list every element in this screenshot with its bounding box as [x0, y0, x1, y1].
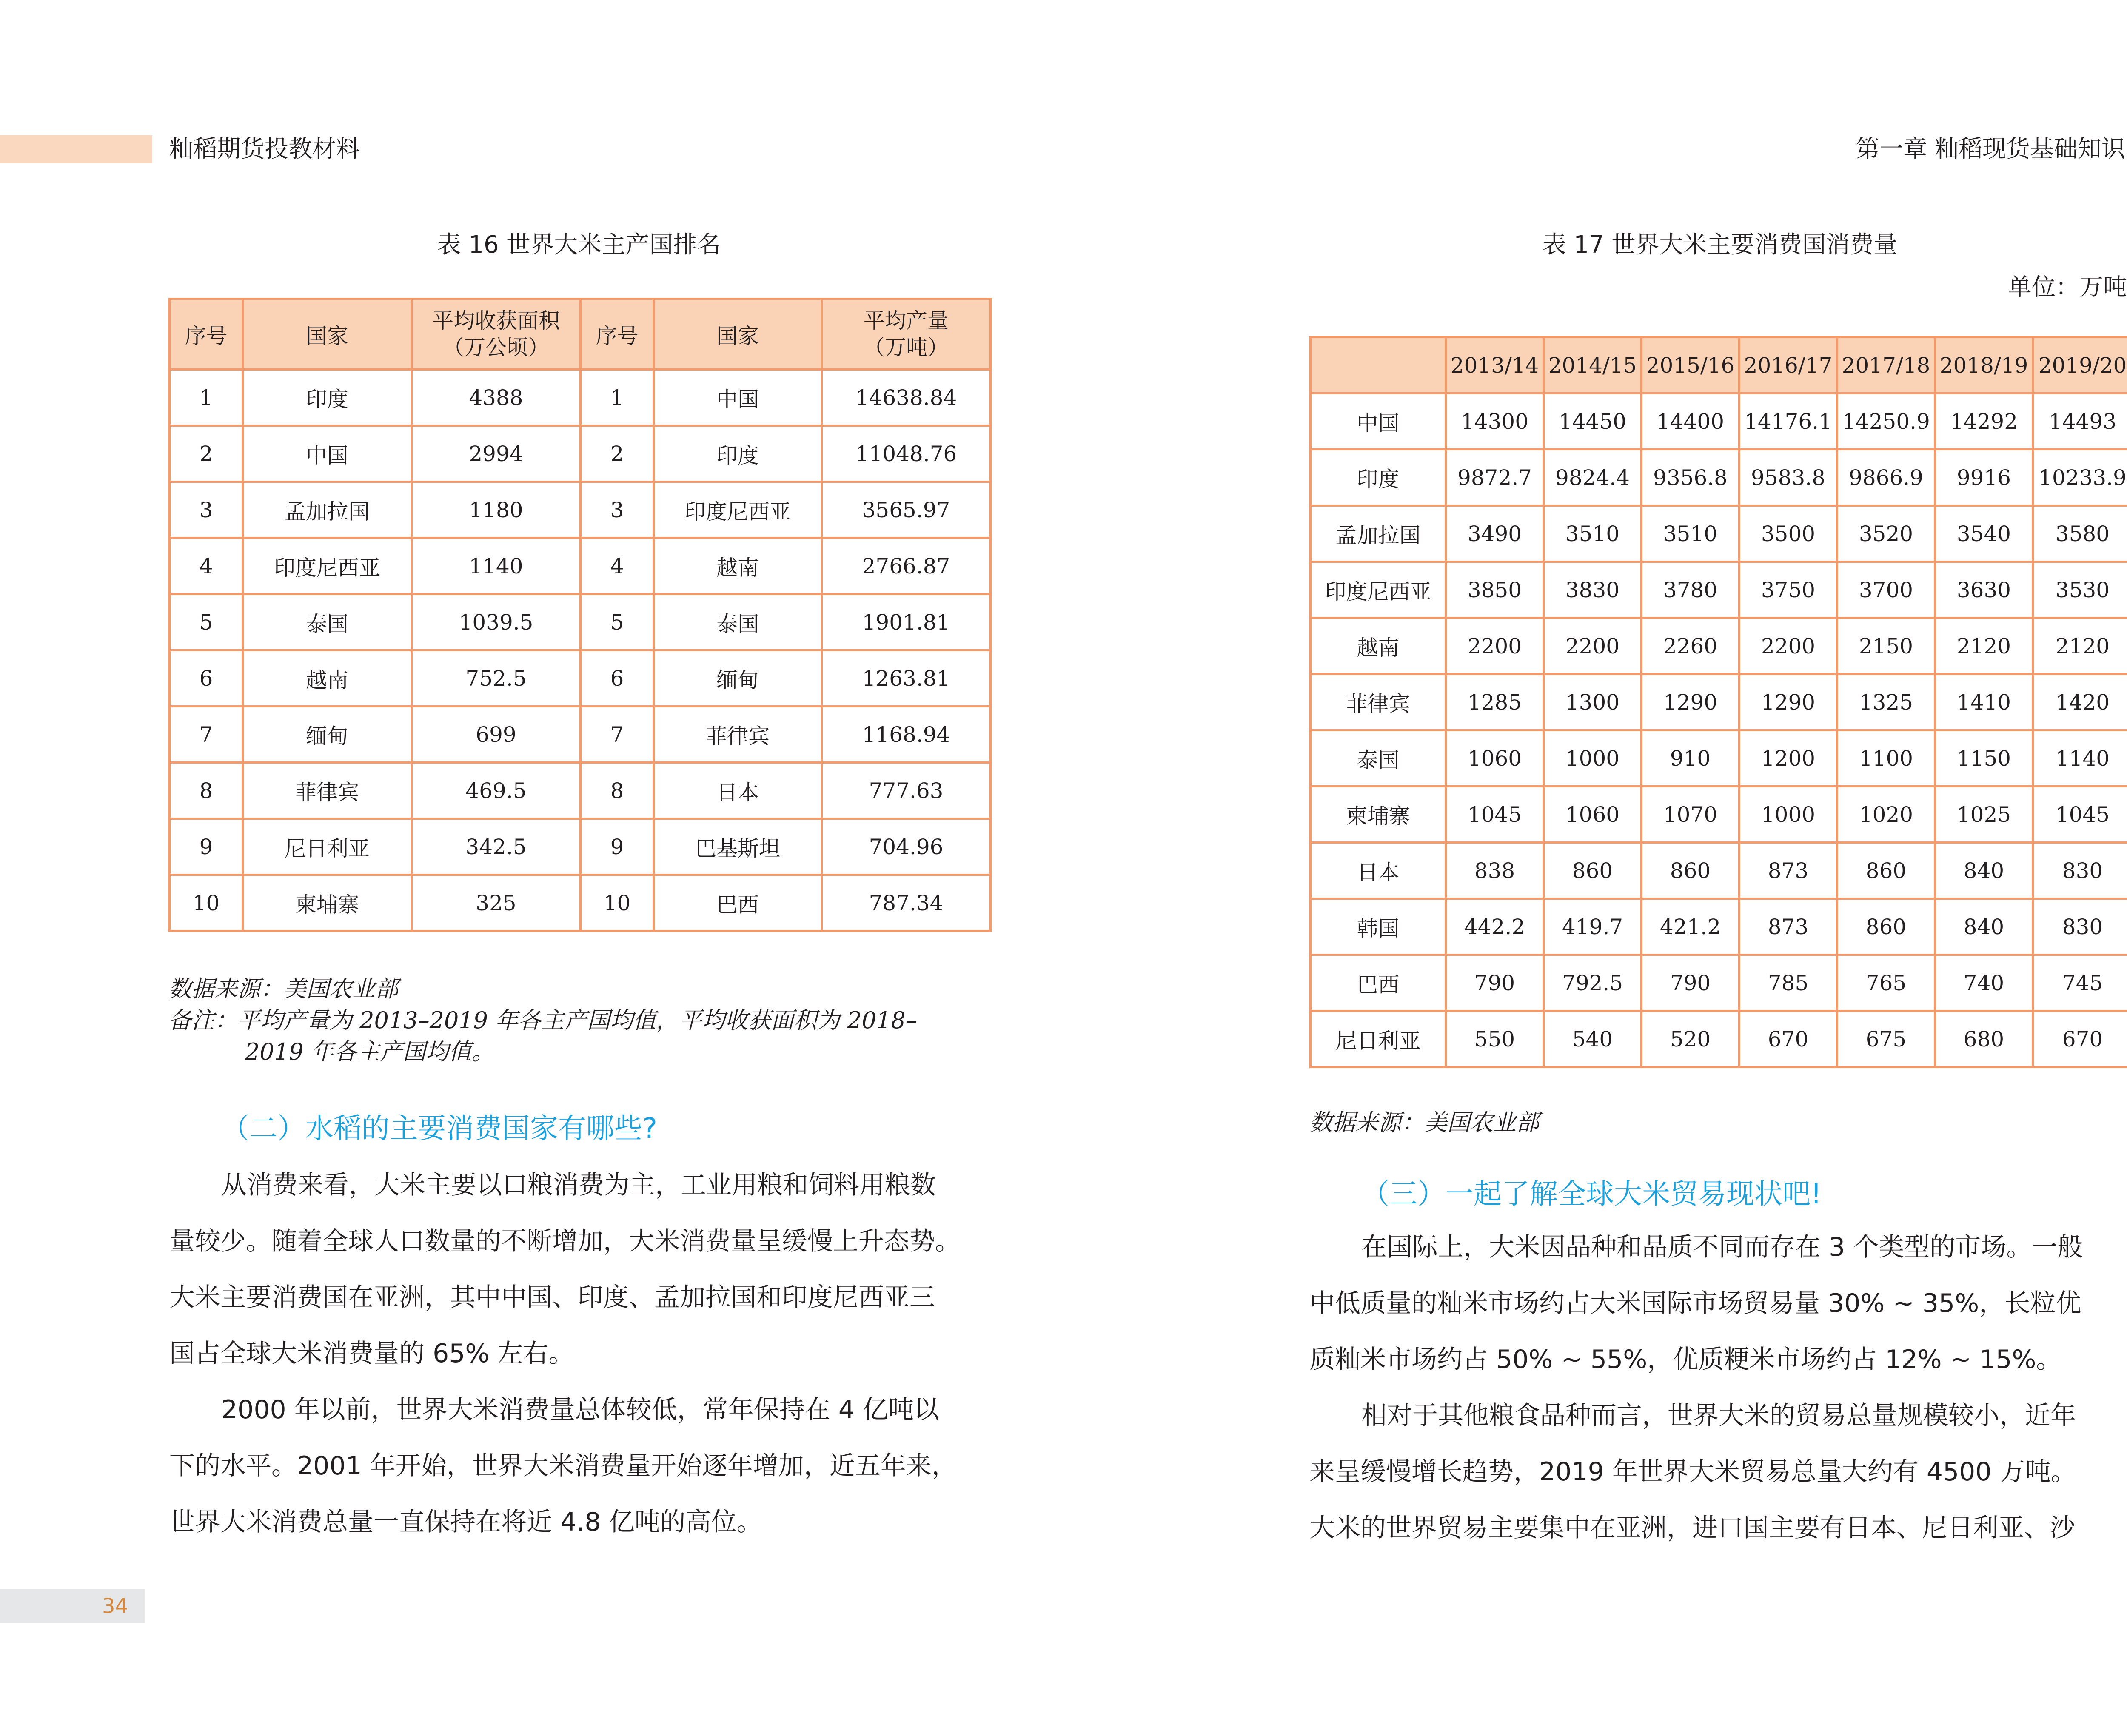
value-cell: 2260 — [1642, 618, 1739, 674]
paragraph-line: 量较少。随着全球人口数量的不断增加，大米消费量呈缓慢上升态势。 — [169, 1226, 961, 1256]
country-cell: 印度 — [1311, 450, 1446, 506]
country-cell: 中国 — [1311, 393, 1446, 450]
value-cell: 9872.7 — [1446, 450, 1544, 506]
year-header-cell: 2019/20 — [2033, 337, 2127, 393]
table-row — [170, 650, 991, 707]
value-cell: 1060 — [1446, 730, 1544, 787]
value-cell: 3580 — [2033, 506, 2127, 562]
header-line: （万公顷） — [443, 335, 549, 360]
country-cell: 巴西 — [1311, 955, 1446, 1011]
table16-header-row — [170, 299, 991, 370]
value-cell: 670 — [2033, 1011, 2127, 1067]
value-cell: 790 — [1642, 955, 1739, 1011]
value-cell: 765 — [1837, 955, 1935, 1011]
table-cell: 孟加拉国 — [243, 482, 412, 538]
value-cell: 873 — [1739, 899, 1837, 955]
value-cell: 873 — [1739, 843, 1837, 899]
value-cell: 1290 — [1739, 674, 1837, 730]
table-row — [170, 370, 991, 426]
paragraph-line: 2000 年以前，世界大米消费量总体较低，常年保持在 4 亿吨以 — [221, 1395, 940, 1425]
value-cell: 745 — [2033, 955, 2127, 1011]
value-cell: 1325 — [1837, 674, 1935, 730]
value-cell: 1020 — [1837, 787, 1935, 843]
table16-source-note: 数据来源：美国农业部 — [168, 975, 398, 1002]
value-cell: 9824.4 — [1544, 450, 1642, 506]
table17-header-row — [1311, 337, 2127, 393]
table17-caption: 表 17 世界大米主要消费国消费量 — [1542, 231, 1898, 259]
header-cell — [822, 299, 991, 370]
table-cell: 中国 — [243, 426, 412, 482]
section-title-trade: （三）一起了解全球大米贸易现状吧! — [1361, 1177, 1822, 1210]
value-cell: 14292 — [1935, 393, 2033, 450]
value-cell: 2120 — [2033, 618, 2127, 674]
value-cell: 830 — [2033, 843, 2127, 899]
table-cell: 1180 — [412, 482, 581, 538]
value-cell: 14400 — [1642, 393, 1739, 450]
value-cell: 1420 — [2033, 674, 2127, 730]
value-cell: 860 — [1642, 843, 1739, 899]
header-cell: 国家 — [654, 299, 822, 370]
value-cell: 1290 — [1642, 674, 1739, 730]
header-line: 平均产量 — [864, 308, 949, 333]
value-cell: 1070 — [1642, 787, 1739, 843]
value-cell: 9356.8 — [1642, 450, 1739, 506]
year-header-cell: 2016/17 — [1739, 337, 1837, 393]
table-cell: 2994 — [412, 426, 581, 482]
running-header-left: 籼稻期货投教材料 — [169, 135, 360, 163]
paragraph-line: 中低质量的籼米市场约占大米国际市场贸易量 30% ~ 35%，长粒优 — [1309, 1288, 2081, 1318]
table16-remark-line: 2019 年各主产国均值。 — [245, 1038, 495, 1065]
table-cell: 1263.81 — [822, 650, 991, 707]
value-cell: 1300 — [1544, 674, 1642, 730]
table-cell: 缅甸 — [654, 650, 822, 707]
value-cell: 14450 — [1544, 393, 1642, 450]
value-cell: 675 — [1837, 1011, 1935, 1067]
value-cell: 520 — [1642, 1011, 1739, 1067]
table-cell: 3 — [581, 482, 654, 538]
value-cell: 419.7 — [1544, 899, 1642, 955]
table-cell: 5 — [581, 594, 654, 650]
country-cell: 孟加拉国 — [1311, 506, 1446, 562]
value-cell: 3510 — [1642, 506, 1739, 562]
table-cell: 印度 — [243, 370, 412, 426]
value-cell: 1140 — [2033, 730, 2127, 787]
value-cell: 9866.9 — [1837, 450, 1935, 506]
value-cell: 1045 — [2033, 787, 2127, 843]
table-row — [170, 594, 991, 650]
table-cell: 巴西 — [654, 875, 822, 931]
table-cell: 787.34 — [822, 875, 991, 931]
value-cell: 838 — [1446, 843, 1544, 899]
value-cell: 14493 — [2033, 393, 2127, 450]
table-row — [1311, 450, 2127, 506]
value-cell: 442.2 — [1446, 899, 1544, 955]
value-cell: 840 — [1935, 899, 2033, 955]
table16-remark-line: 备注：平均产量为 2013–2019 年各主产国均值，平均收获面积为 2018– — [168, 1007, 917, 1034]
table-row — [170, 763, 991, 819]
table-row — [1311, 674, 2127, 730]
country-cell: 菲律宾 — [1311, 674, 1446, 730]
table-cell: 9 — [581, 819, 654, 875]
table-cell: 1 — [170, 370, 243, 426]
country-cell: 日本 — [1311, 843, 1446, 899]
value-cell: 910 — [1642, 730, 1739, 787]
table-cell: 越南 — [243, 650, 412, 707]
table-cell: 342.5 — [412, 819, 581, 875]
paragraph-line: 来呈缓慢增长趋势，2019 年世界大米贸易总量大约有 4500 万吨。 — [1309, 1457, 2076, 1487]
table-cell: 14638.84 — [822, 370, 991, 426]
paragraph-line: 大米的世界贸易主要集中在亚洲，进口国主要有日本、尼日利亚、沙 — [1309, 1513, 2075, 1543]
table16 — [168, 298, 992, 932]
paragraph-line: 在国际上，大米因品种和品质不同而存在 3 个类型的市场。一般 — [1361, 1232, 2083, 1262]
table-cell: 1039.5 — [412, 594, 581, 650]
value-cell: 3520 — [1837, 506, 1935, 562]
table-cell: 7 — [581, 707, 654, 763]
value-cell: 1100 — [1837, 730, 1935, 787]
paragraph-line: 世界大米消费总量一直保持在将近 4.8 亿吨的高位。 — [169, 1507, 762, 1537]
table-cell: 11048.76 — [822, 426, 991, 482]
country-cell: 尼日利亚 — [1311, 1011, 1446, 1067]
table-cell: 7 — [170, 707, 243, 763]
value-cell: 1060 — [1544, 787, 1642, 843]
table-row — [170, 538, 991, 594]
header-line: 平均收获面积 — [432, 308, 560, 333]
table-cell: 3565.97 — [822, 482, 991, 538]
header-cell — [412, 299, 581, 370]
paragraph-consumption — [169, 1157, 961, 1550]
table-cell: 2 — [581, 426, 654, 482]
value-cell: 3530 — [2033, 562, 2127, 618]
year-header-cell: 2015/16 — [1642, 337, 1739, 393]
table-row — [170, 707, 991, 763]
value-cell: 14250.9 — [1837, 393, 1935, 450]
table-cell: 699 — [412, 707, 581, 763]
table-cell: 2 — [170, 426, 243, 482]
table-cell: 6 — [581, 650, 654, 707]
value-cell: 3700 — [1837, 562, 1935, 618]
paragraph-line: 国占全球大米消费量的 65% 左右。 — [169, 1339, 574, 1368]
value-cell: 1045 — [1446, 787, 1544, 843]
value-cell: 14176.1 — [1739, 393, 1837, 450]
table-cell: 8 — [170, 763, 243, 819]
table-row — [1311, 899, 2127, 955]
value-cell: 785 — [1739, 955, 1837, 1011]
section-title-consumption: （二）水稻的主要消费国家有哪些? — [221, 1112, 658, 1145]
table17-unit: 单位：万吨 — [2008, 274, 2127, 301]
running-header-right: 第一章 籼稻现货基础知识 — [1856, 135, 2125, 163]
value-cell: 550 — [1446, 1011, 1544, 1067]
value-cell: 421.2 — [1642, 899, 1739, 955]
table-cell: 泰国 — [243, 594, 412, 650]
table-row — [1311, 618, 2127, 674]
value-cell: 680 — [1935, 1011, 2033, 1067]
value-cell: 840 — [1935, 843, 2033, 899]
table-row — [170, 426, 991, 482]
table-cell: 5 — [170, 594, 243, 650]
paragraph-line: 相对于其他粮食品种而言，世界大米的贸易总量规模较小，近年 — [1361, 1401, 2076, 1431]
value-cell: 2200 — [1544, 618, 1642, 674]
table-cell: 泰国 — [654, 594, 822, 650]
value-cell: 3510 — [1544, 506, 1642, 562]
value-cell: 790 — [1446, 955, 1544, 1011]
table-cell: 中国 — [654, 370, 822, 426]
value-cell: 3830 — [1544, 562, 1642, 618]
paragraph-line: 下的水平。2001 年开始，世界大米消费量开始逐年增加，近五年来， — [169, 1451, 957, 1481]
country-cell: 柬埔寨 — [1311, 787, 1446, 843]
table-row — [170, 819, 991, 875]
table-row — [1311, 506, 2127, 562]
header-cell-empty — [1311, 337, 1446, 393]
table-cell: 10 — [581, 875, 654, 931]
value-cell: 3780 — [1642, 562, 1739, 618]
year-header-cell: 2018/19 — [1935, 337, 2033, 393]
value-cell: 860 — [1837, 899, 1935, 955]
table-cell: 印度尼西亚 — [243, 538, 412, 594]
header-cell: 序号 — [170, 299, 243, 370]
year-header-cell: 2013/14 — [1446, 337, 1544, 393]
value-cell: 9916 — [1935, 450, 2033, 506]
table-cell: 8 — [581, 763, 654, 819]
table-cell: 1168.94 — [822, 707, 991, 763]
table17 — [1309, 336, 2127, 1068]
value-cell: 830 — [2033, 899, 2127, 955]
value-cell: 1285 — [1446, 674, 1544, 730]
country-cell: 越南 — [1311, 618, 1446, 674]
table-row — [1311, 843, 2127, 899]
paragraph-line: 从消费来看，大米主要以口粮消费为主，工业用粮和饲料用粮数 — [221, 1170, 936, 1200]
value-cell: 3540 — [1935, 506, 2033, 562]
value-cell: 2150 — [1837, 618, 1935, 674]
table-row — [1311, 730, 2127, 787]
table16-caption: 表 16 世界大米主产国排名 — [437, 231, 721, 259]
value-cell: 1000 — [1544, 730, 1642, 787]
header-cell: 序号 — [581, 299, 654, 370]
table-row — [170, 875, 991, 931]
table-cell: 777.63 — [822, 763, 991, 819]
table-cell: 尼日利亚 — [243, 819, 412, 875]
value-cell: 14300 — [1446, 393, 1544, 450]
value-cell: 792.5 — [1544, 955, 1642, 1011]
year-header-cell: 2014/15 — [1544, 337, 1642, 393]
value-cell: 9583.8 — [1739, 450, 1837, 506]
table-cell: 柬埔寨 — [243, 875, 412, 931]
table-row — [1311, 562, 2127, 618]
value-cell: 670 — [1739, 1011, 1837, 1067]
value-cell: 3750 — [1739, 562, 1837, 618]
value-cell: 1200 — [1739, 730, 1837, 787]
table-cell: 越南 — [654, 538, 822, 594]
value-cell: 1410 — [1935, 674, 2033, 730]
table-cell: 缅甸 — [243, 707, 412, 763]
value-cell: 540 — [1544, 1011, 1642, 1067]
table-cell: 1140 — [412, 538, 581, 594]
country-cell: 泰国 — [1311, 730, 1446, 787]
table-cell: 菲律宾 — [243, 763, 412, 819]
value-cell: 2200 — [1446, 618, 1544, 674]
table-cell: 4 — [581, 538, 654, 594]
value-cell: 1025 — [1935, 787, 2033, 843]
paragraph-line: 质籼米市场约占 50% ~ 55%，优质粳米市场约占 12% ~ 15%。 — [1309, 1345, 2062, 1374]
value-cell: 1000 — [1739, 787, 1837, 843]
table-cell: 9 — [170, 819, 243, 875]
value-cell: 2120 — [1935, 618, 2033, 674]
table-cell: 1901.81 — [822, 594, 991, 650]
value-cell: 860 — [1544, 843, 1642, 899]
table-cell: 10 — [170, 875, 243, 931]
value-cell: 3630 — [1935, 562, 2033, 618]
table-cell: 4 — [170, 538, 243, 594]
value-cell: 3500 — [1739, 506, 1837, 562]
value-cell: 1150 — [1935, 730, 2033, 787]
table-cell: 日本 — [654, 763, 822, 819]
value-cell: 740 — [1935, 955, 2033, 1011]
value-cell: 3490 — [1446, 506, 1544, 562]
paragraph-line: 大米主要消费国在亚洲，其中中国、印度、孟加拉国和印度尼西亚三 — [169, 1283, 935, 1312]
table-cell: 2766.87 — [822, 538, 991, 594]
table-cell: 印度尼西亚 — [654, 482, 822, 538]
table-cell: 菲律宾 — [654, 707, 822, 763]
table-row — [1311, 393, 2127, 450]
header-line: （万吨） — [864, 335, 949, 360]
table-row — [170, 482, 991, 538]
page-number-left: 34 — [102, 1594, 128, 1618]
value-cell: 2200 — [1739, 618, 1837, 674]
year-header-cell: 2017/18 — [1837, 337, 1935, 393]
paragraph-trade — [1309, 1219, 2083, 1556]
table-cell: 巴基斯坦 — [654, 819, 822, 875]
table-row — [1311, 955, 2127, 1011]
country-cell: 韩国 — [1311, 899, 1446, 955]
value-cell: 10233.9 — [2033, 450, 2127, 506]
table-cell: 704.96 — [822, 819, 991, 875]
table-cell: 752.5 — [412, 650, 581, 707]
table-cell: 印度 — [654, 426, 822, 482]
value-cell: 860 — [1837, 843, 1935, 899]
table-cell: 469.5 — [412, 763, 581, 819]
table-cell: 4388 — [412, 370, 581, 426]
value-cell: 3850 — [1446, 562, 1544, 618]
header-band-left — [0, 135, 152, 163]
table-cell: 1 — [581, 370, 654, 426]
table17-source-note: 数据来源：美国农业部 — [1309, 1109, 1539, 1136]
country-cell: 印度尼西亚 — [1311, 562, 1446, 618]
table-cell: 325 — [412, 875, 581, 931]
table-cell: 3 — [170, 482, 243, 538]
table-row — [1311, 1011, 2127, 1067]
table-cell: 6 — [170, 650, 243, 707]
header-cell: 国家 — [243, 299, 412, 370]
table-row — [1311, 787, 2127, 843]
